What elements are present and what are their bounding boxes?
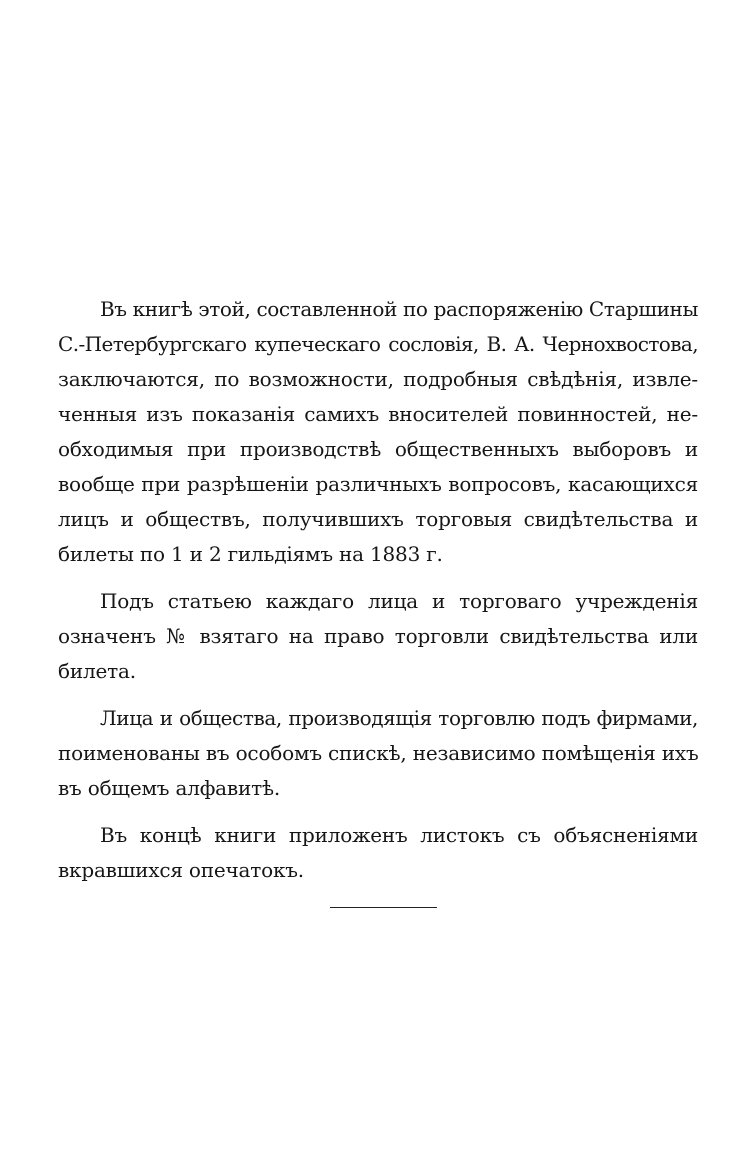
- paragraph: [58, 818, 698, 888]
- text-line: ченныя изъ показанія самихъ вносителей повинностей, не-: [58, 402, 698, 426]
- text-line: заключаются, по возможности, подробныя свѣдѣнія, извле-: [58, 367, 698, 391]
- text-line: Въ книгѣ этой, составленной по распоряженію Старшины: [100, 297, 698, 321]
- text-line: Въ концѣ книги приложенъ листокъ съ объясненіями: [100, 823, 698, 847]
- text-line: билеты по 1 и 2 гильдіямъ на 1883 г.: [58, 542, 443, 566]
- text-line: вообще при разрѣшеніи различныхъ вопросовъ, касающихся: [58, 472, 698, 496]
- text-line: билета.: [58, 659, 136, 683]
- text-line: Лица и общества, производящія торговлю подъ фирмами,: [100, 706, 698, 730]
- text-line: лицъ и обществъ, получившихъ торговыя свидѣтельства и: [58, 507, 698, 531]
- section-divider: [330, 907, 437, 908]
- paragraph: [58, 292, 698, 572]
- preface-text: [58, 292, 698, 888]
- text-line: Подъ статьею каждаго лица и торговаго учрежденія: [100, 589, 698, 613]
- text-line: въ общемъ алфавитѣ.: [58, 776, 280, 800]
- text-line: поименованы въ особомъ спискѣ, независимо помѣщенія ихъ: [58, 741, 699, 765]
- paragraph: [58, 701, 698, 806]
- text-line: вкравшихся опечатокъ.: [58, 858, 304, 882]
- paragraph: [58, 584, 698, 689]
- text-line: означенъ № взятаго на право торговли свидѣтельства или: [58, 624, 698, 648]
- text-line: С.-Петербургскаго купеческаго сословія, В. А. Чернохвостова,: [58, 332, 698, 356]
- text-line: обходимыя при производствѣ общественныхъ выборовъ и: [58, 437, 698, 461]
